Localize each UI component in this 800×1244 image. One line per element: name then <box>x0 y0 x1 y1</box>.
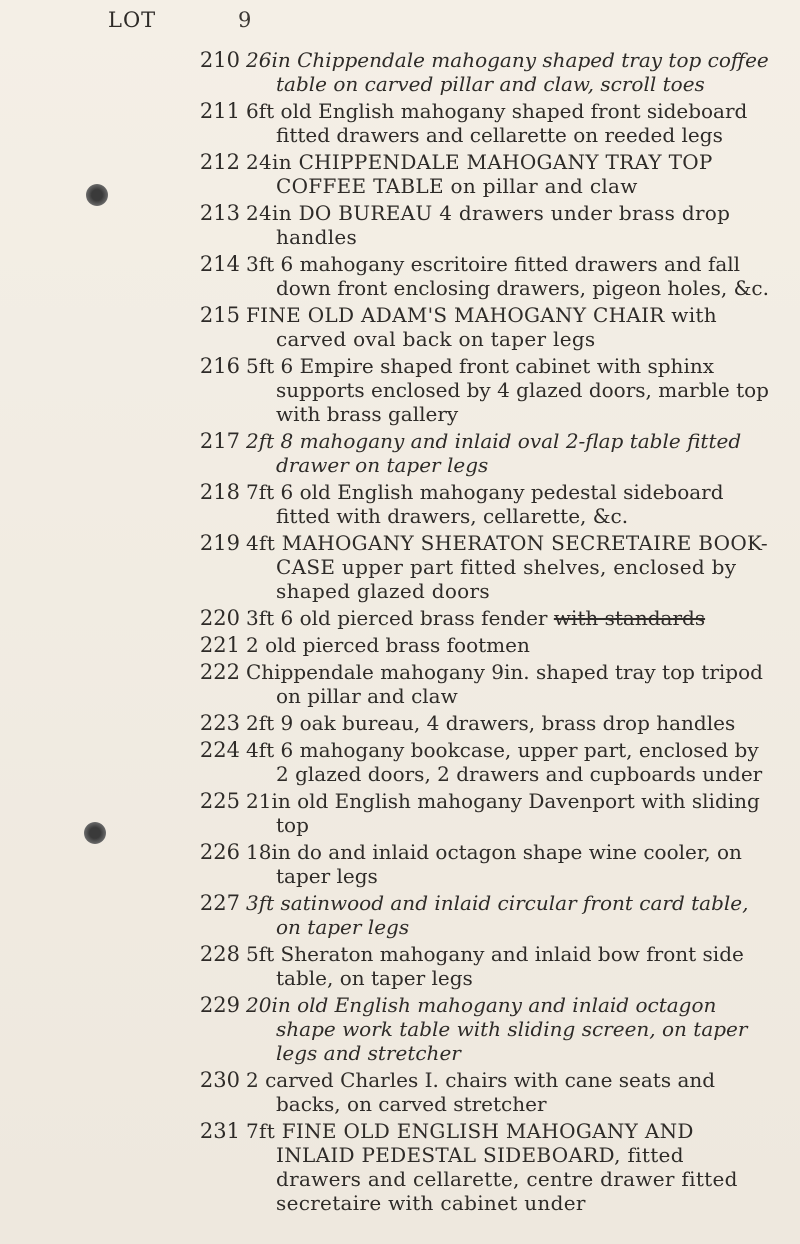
lot-description <box>246 480 800 528</box>
lot-description-text: 7ft 6 old English mahogany pedestal sideboard fitted with drawers, cellarette, &c. <box>246 480 724 528</box>
lot-description-text: 2ft 9 oak bureau, 4 drawers, brass drop handles <box>246 711 736 735</box>
lot-entry <box>0 993 800 1065</box>
lot-number: 226 <box>199 840 240 864</box>
lot-entry <box>0 738 800 786</box>
lot-entry <box>0 201 800 249</box>
lot-description-text: 24in DO BUREAU 4 drawers under brass drop handles <box>246 201 731 249</box>
lot-entry <box>0 48 800 96</box>
lot-description-text: 6ft old English mahogany shaped front sideboard fitted drawers and cellarette on reeded legs <box>246 99 748 147</box>
lot-entry <box>0 1119 800 1215</box>
lot-description <box>246 150 800 198</box>
lot-entry <box>0 354 800 426</box>
lot-entry <box>0 252 800 300</box>
lot-description-text: FINE OLD ADAM'S MAHOGANY CHAIR with carved oval back on taper legs <box>246 303 717 351</box>
lot-description-text: 7ft FINE OLD ENGLISH MAHOGANY AND INLAID PEDESTAL SIDEBOARD, fitted drawers and cellarette, centre drawer fitted secretaire with cabinet under <box>246 1119 738 1215</box>
lot-number: 224 <box>199 738 240 762</box>
lot-description <box>246 531 800 603</box>
lot-entry <box>0 711 800 735</box>
lot-entry <box>0 531 800 603</box>
lot-entry <box>0 303 800 351</box>
lot-description-text: 2 old pierced brass footmen <box>246 633 530 657</box>
lot-description <box>246 201 800 249</box>
lot-description <box>246 942 800 990</box>
lot-description-text: 2ft 8 mahogany and inlaid oval 2-flap table fitted drawer on taper legs <box>246 429 742 477</box>
lot-entry <box>0 891 800 939</box>
lot-entry <box>0 942 800 990</box>
lot-list <box>0 48 800 1218</box>
lot-description-text: 5ft Sheraton mahogany and inlaid bow front side table, on taper legs <box>246 942 744 990</box>
lot-description <box>246 429 800 477</box>
lot-description <box>246 789 800 837</box>
lot-number: 213 <box>199 201 240 225</box>
lot-description <box>246 252 800 300</box>
lot-entry <box>0 633 800 657</box>
lot-number: 221 <box>199 633 240 657</box>
lot-description-text: 4ft MAHOGANY SHERATON SECRETAIRE BOOK-CASE upper part fitted shelves, enclosed by shaped glazed doors <box>246 531 768 603</box>
lot-number: 211 <box>199 99 240 123</box>
lot-entry <box>0 660 800 708</box>
lot-entry <box>0 150 800 198</box>
page-mark: 9 <box>238 8 252 32</box>
lot-number: 210 <box>199 48 240 72</box>
lot-number: 228 <box>199 942 240 966</box>
lot-number: 217 <box>199 429 240 453</box>
lot-description <box>246 1068 800 1116</box>
lot-number: 229 <box>199 993 240 1017</box>
lot-column-header: LOT <box>108 8 157 32</box>
lot-number: 220 <box>199 606 240 630</box>
lot-number: 222 <box>199 660 240 684</box>
lot-description <box>246 1119 800 1215</box>
struck-text: with standards <box>553 606 706 630</box>
lot-number: 212 <box>199 150 240 174</box>
lot-description <box>246 48 800 96</box>
lot-number: 230 <box>199 1068 240 1092</box>
lot-description-text: Chippendale mahogany 9in. shaped tray top tripod on pillar and claw <box>246 660 763 708</box>
lot-description <box>246 606 800 630</box>
lot-description-text: 3ft 6 old pierced brass fender <box>246 606 548 630</box>
lot-number: 218 <box>199 480 240 504</box>
lot-description-text: 3ft 6 mahogany escritoire fitted drawers and fall down front enclosing drawers, pigeon holes, &c. <box>246 252 769 300</box>
lot-description-text: 21in old English mahogany Davenport with sliding top <box>246 789 760 837</box>
lot-entry <box>0 789 800 837</box>
lot-description <box>246 99 800 147</box>
lot-description-text: 18in do and inlaid octagon shape wine cooler, on taper legs <box>246 840 742 888</box>
lot-description-text: 5ft 6 Empire shaped front cabinet with sphinx supports enclosed by 4 glazed doors, marble top with brass gallery <box>246 354 769 426</box>
lot-description-text: 4ft 6 mahogany bookcase, upper part, enclosed by 2 glazed doors, 2 drawers and cupboards under <box>246 738 763 786</box>
lot-number: 225 <box>199 789 240 813</box>
lot-number: 215 <box>199 303 240 327</box>
lot-description <box>246 354 800 426</box>
lot-description <box>246 660 800 708</box>
lot-entry <box>0 1068 800 1116</box>
lot-number: 223 <box>199 711 240 735</box>
lot-number: 231 <box>199 1119 240 1143</box>
lot-description <box>246 711 800 735</box>
lot-entry <box>0 840 800 888</box>
lot-entry <box>0 99 800 147</box>
lot-number: 219 <box>199 531 240 555</box>
lot-description <box>246 633 800 657</box>
lot-description-text: 20in old English mahogany and inlaid octagon shape work table with sliding screen, on taper legs and stretcher <box>246 993 748 1065</box>
lot-number: 214 <box>199 252 240 276</box>
lot-description <box>246 993 800 1065</box>
lot-description-text: 24in CHIPPENDALE MAHOGANY TRAY TOP COFFEE TABLE on pillar and claw <box>246 150 713 198</box>
lot-number: 216 <box>199 354 240 378</box>
lot-description <box>246 738 800 786</box>
lot-description <box>246 840 800 888</box>
lot-entry <box>0 606 800 630</box>
lot-description-text: 3ft satinwood and inlaid circular front card table, on taper legs <box>246 891 749 939</box>
lot-number: 227 <box>199 891 240 915</box>
lot-description <box>246 891 800 939</box>
lot-description <box>246 303 800 351</box>
lot-description-text: 26in Chippendale mahogany shaped tray top coffee table on carved pillar and claw, scroll toes <box>246 48 769 96</box>
lot-entry <box>0 480 800 528</box>
lot-description-text: 2 carved Charles I. chairs with cane seats and backs, on carved stretcher <box>246 1068 716 1116</box>
lot-entry <box>0 429 800 477</box>
